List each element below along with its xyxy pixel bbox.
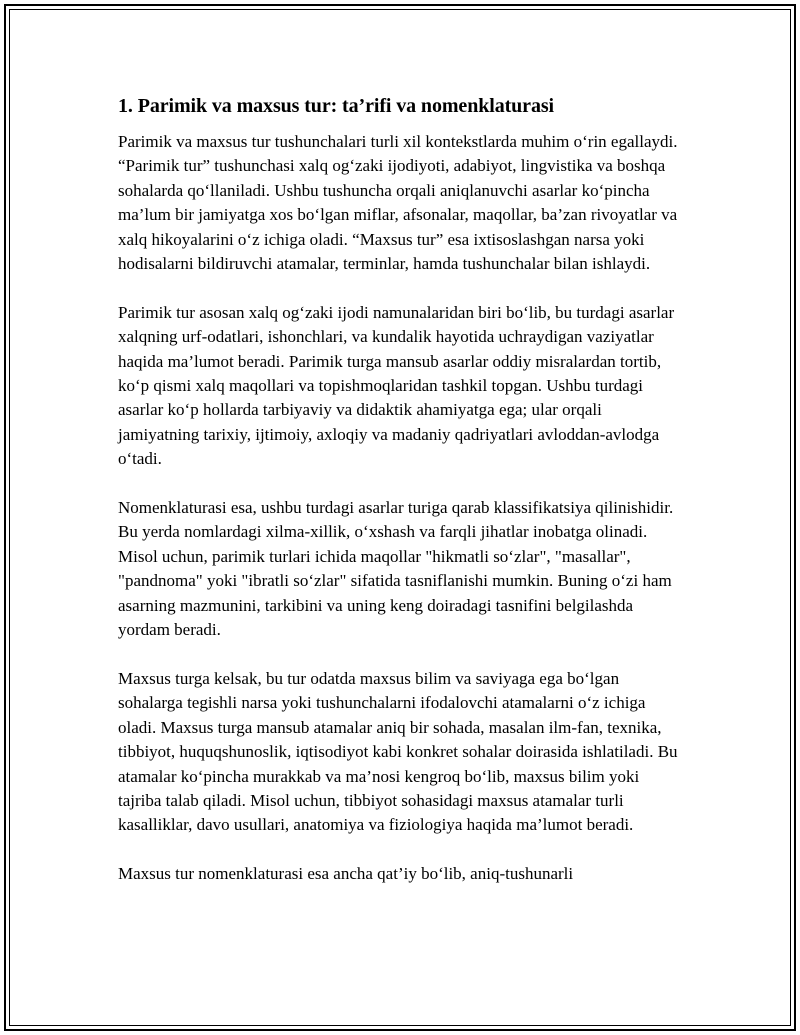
document-body bbox=[118, 94, 684, 911]
paragraph-4: Maxsus turga kelsak, bu tur odatda maxsus bilim va saviyaga ega bo‘lgan sohalarga tegishli narsa yoki tushunchalarni ifodalovchi atamalarni o‘z ichiga oladi. Maxsus turga mansub atamalar aniq bir sohada, masalan ilm-fan, texnika, tibbiyot, huquqshunoslik, iqtisodiyot kabi konkret sohalar doirasida ishlatiladi. Bu atamalar ko‘pincha murakkab va ma’nosi kengroq bo‘lib, maxsus bilim yoki tajriba talab qiladi. Misol uchun, tibbiyot sohasidagi maxsus atamalar turli kasalliklar, davo usullari, anatomiya va fiziologiya haqida ma’lumot beradi. bbox=[118, 668, 678, 835]
paragraph-1: Parimik va maxsus tur tushunchalari turli xil kontekstlarda muhim o‘rin egallaydi. “Parimik tur” tushunchasi xalq og‘zaki ijodiyoti, adabiyot, lingvistika va boshqa sohalarda qo‘llaniladi. Ushbu tushuncha orqali aniqlanuvchi asarlar ko‘pincha ma’lum bir jamiyatga xos bo‘lgan miflar, afsonalar, maqollar, ba’zan rivoyatlar va xalq hikoyalarini o‘z ichiga oladi. “Maxsus tur” esa ixtisoslashgan narsa yoki hodisalarni bildiruvchi atamalar, terminlar, hamda tushunchalar bilan ishlaydi. bbox=[118, 132, 678, 274]
section-heading: 1. Parimik va maxsus tur: ta’rifi va nomenklaturasi bbox=[118, 95, 554, 117]
paragraph-5: Maxsus tur nomenklaturasi esa ancha qat’iy bo‘lib, aniq-tushunarli bbox=[118, 864, 574, 884]
paragraph-3: Nomenklaturasi esa, ushbu turdagi asarlar turiga qarab klassifikatsiya qilinishidir. Bu yerda nomlardagi xilma-xillik, o‘xshash va farqli jihatlar inobatga olinadi. Misol uchun, parimik turlari ichida maqollar "hikmatli so‘zlar", "masallar", "pandnoma" yoki "ibratli so‘zlar" sifatida tasniflanishi mumkin. Buning o‘zi ham asarning mazmunini, tarkibini va uning keng doiradagi tasnifini belgilashda yordam beradi. bbox=[118, 498, 674, 640]
paragraph-2: Parimik tur asosan xalq og‘zaki ijodi namunalaridan biri bo‘lib, bu turdagi asarlar xalqning urf-odatlari, ishonchlari, va kundalik hayotida uchraydigan vaziyatlar haqida ma’lumot beradi. Parimik turga mansub asarlar oddiy misralardan tortib, ko‘p qismi xalq maqollari va topishmoqlaridan tashkil topgan. Ushbu turdagi asarlar ko‘p hollarda tarbiyaviy va didaktik ahamiyatga ega; ular orqali jamiyatning tarixiy, ijtimoiy, axloqiy va madaniy qadriyatlari avloddan-avlodga o‘tadi. bbox=[118, 302, 675, 469]
